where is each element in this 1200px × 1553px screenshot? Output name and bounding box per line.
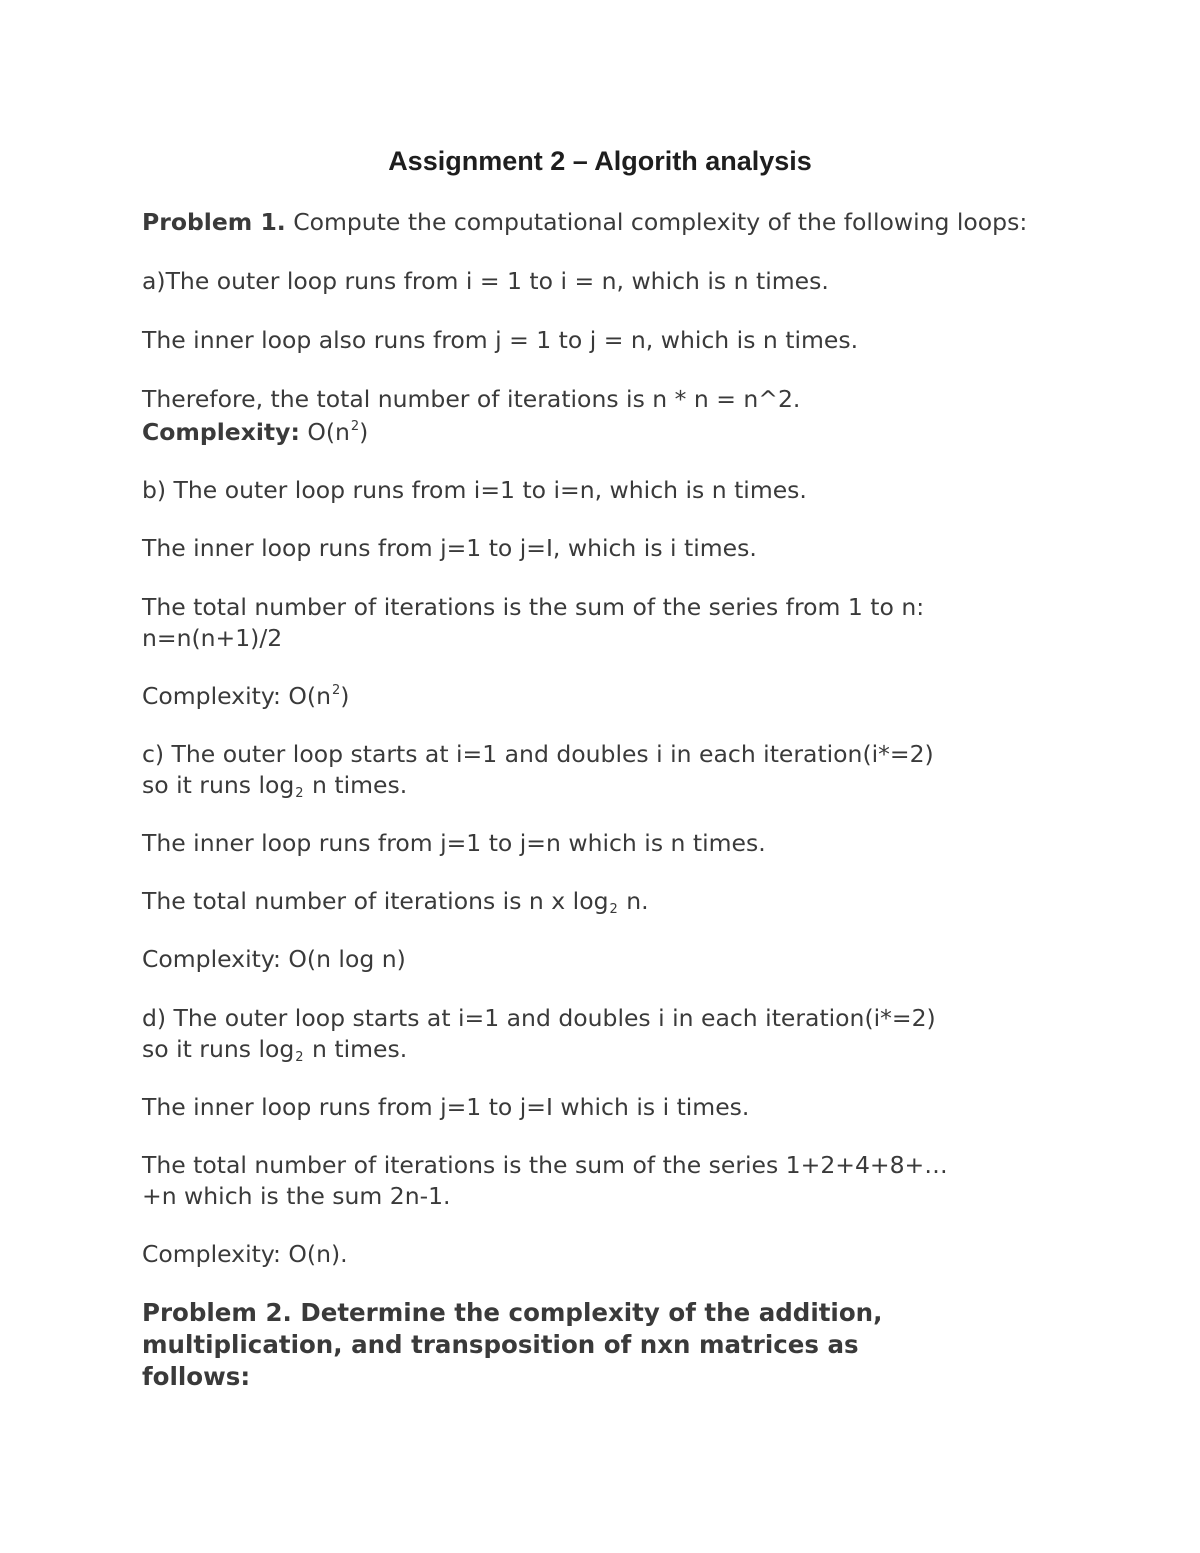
part-a-complexity-label: Complexity: <box>142 418 300 446</box>
part-b-complexity-close: ) <box>340 682 350 710</box>
part-c-line-3-post: n. <box>618 887 649 915</box>
part-c-line-3-pre: The total number of iterations is n x log <box>142 887 609 915</box>
part-c-complexity: Complexity: O(n log n) <box>142 945 406 973</box>
part-d-line-1b-pre: so it runs log <box>142 1035 295 1063</box>
part-b-line-3a: The total number of iterations is the sum of the series from 1 to n: <box>142 593 925 621</box>
part-a-line-2: The inner loop also runs from j = 1 to j = n, which is n times. <box>142 326 859 354</box>
part-d-log-base: 2 <box>295 1050 304 1065</box>
part-c-line-1b <box>142 770 1102 805</box>
problem-1-label: Problem 1. <box>142 208 286 236</box>
problem-2-line-2: multiplication, and transposition of nxn matrices as <box>142 1330 859 1359</box>
part-d-line-1b-post: n times. <box>304 1035 408 1063</box>
part-a-line-3: Therefore, the total number of iterations is n * n = n^2. <box>142 385 801 413</box>
problem-2-line-3: follows: <box>142 1362 251 1391</box>
part-b-complexity <box>142 681 1102 716</box>
part-b-complexity-prefix: Complexity: O(n <box>142 682 331 710</box>
problem-2-line-1: Problem 2. Determine the complexity of the addition, <box>142 1298 883 1327</box>
part-d-line-3a: The total number of iterations is the sum of the series 1+2+4+8+… <box>142 1151 948 1179</box>
part-a-complexity <box>142 417 1102 452</box>
part-a-line-1: a)The outer loop runs from i = 1 to i = n, which is n times. <box>142 267 829 295</box>
part-d-line-3b: +n which is the sum 2n-1. <box>142 1182 451 1210</box>
document-title: Assignment 2 – Algorith analysis <box>388 146 812 176</box>
part-d-line-1b <box>142 1034 1102 1069</box>
part-d-complexity: Complexity: O(n). <box>142 1240 348 1268</box>
part-d-line-2: The inner loop runs from j=1 to j=I which is i times. <box>142 1093 750 1121</box>
part-d-line-1a: d) The outer loop starts at i=1 and doubles i in each iteration(i*=2) <box>142 1004 936 1032</box>
problem-1-statement <box>142 207 1102 238</box>
part-b-line-1: b) The outer loop runs from i=1 to i=n, which is n times. <box>142 476 807 504</box>
part-c-line-3 <box>142 886 1102 921</box>
part-c-line-1a: c) The outer loop starts at i=1 and doubles i in each iteration(i*=2) <box>142 740 934 768</box>
part-c-line-1b-post: n times. <box>304 771 408 799</box>
part-c-line-1b-pre: so it runs log <box>142 771 295 799</box>
part-a-complexity-close: ) <box>359 418 369 446</box>
part-c-line-3-log-base: 2 <box>609 902 618 917</box>
part-a-complexity-value: O(n <box>299 418 350 446</box>
part-b-complexity-exponent: 2 <box>331 683 341 698</box>
part-b-line-2: The inner loop runs from j=1 to j=I, which is i times. <box>142 534 757 562</box>
part-a-complexity-exponent: 2 <box>350 419 360 434</box>
part-c-line-2: The inner loop runs from j=1 to j=n which is n times. <box>142 829 766 857</box>
problem-1-text: Compute the computational complexity of the following loops: <box>285 208 1028 236</box>
part-b-line-3b: n=n(n+1)/2 <box>142 624 283 652</box>
part-c-log-base: 2 <box>295 786 304 801</box>
